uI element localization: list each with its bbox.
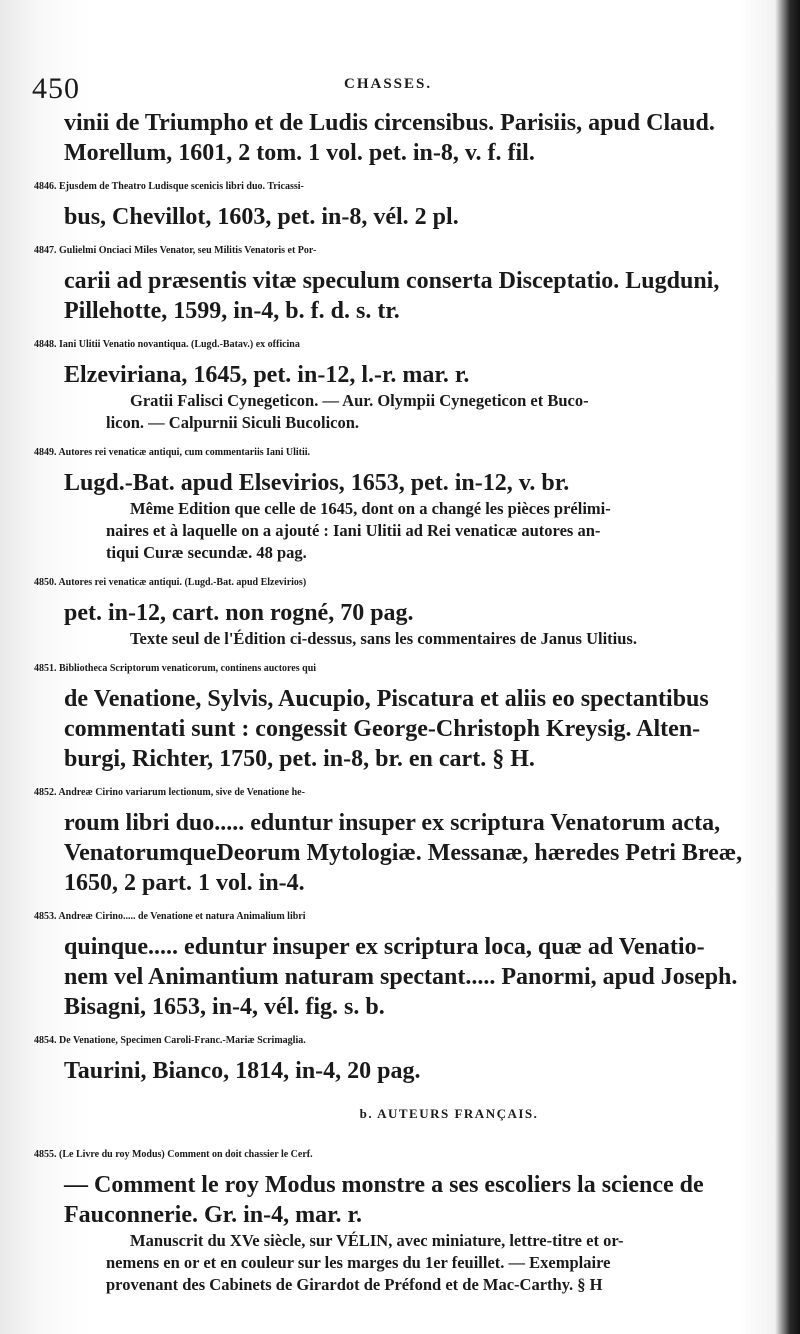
- catalogue-entries: [34, 108, 770, 1296]
- entry-line: VenatorumqueDeorum Mytologiæ. Messanæ, hæredes Petri Breæ,: [64, 840, 743, 866]
- entry-first-line: 4846. Ejusdem de Theatro Ludisque scenicis libri duo. Tricassi-: [34, 181, 304, 192]
- entry-note-line: tiqui Curæ secundæ. 48 pag.: [106, 543, 307, 562]
- entry-line: — Comment le roy Modus monstre a ses escoliers la science de: [64, 1172, 704, 1198]
- entry-note-line: Manuscrit du XVe siècle, sur VÉLIN, avec miniature, lettre-titre et or-: [130, 1231, 624, 1250]
- entry-note-line: licon. — Calpurnii Siculi Bucolicon.: [106, 413, 360, 432]
- entry-first-line: 4855. (Le Livre du roy Modus) Comment on doit chassier le Cerf.: [34, 1149, 313, 1160]
- entry-note-line: nemens en or et en couleur sur les marges du 1er feuillet. — Exemplaire: [106, 1253, 611, 1272]
- entry-line: 1650, 2 part. 1 vol. in-4.: [64, 870, 305, 896]
- entry-note-line: Gratii Falisci Cynegeticon. — Aur. Olympii Cynegeticon et Buco-: [130, 391, 589, 410]
- entry-first-line: 4849. Autores rei venaticæ antiqui, cum commentariis Iani Ulitii.: [34, 447, 311, 458]
- entry-first-line: 4848. Iani Ulitii Venatio novantiqua. (Lugd.-Batav.) ex officina: [34, 339, 300, 350]
- entry-first-line: 4852. Andreæ Cirino variarum lectionum, sive de Venatione he-: [34, 787, 305, 798]
- entry-first-line: 4850. Autores rei venaticæ antiqui. (Lugd.-Bat. apud Elzevirios): [34, 577, 307, 588]
- entry-line: Lugd.-Bat. apud Elsevirios, 1653, pet. in-12, v. br.: [64, 470, 570, 496]
- entry-note-line: naires et à laquelle on a ajouté : Iani Ulitii ad Rei venaticæ autores an-: [106, 521, 601, 540]
- entry-line: Taurini, Bianco, 1814, in-4, 20 pag.: [64, 1058, 421, 1084]
- entry-line: Pillehotte, 1599, in-4, b. f. d. s. tr.: [64, 298, 400, 324]
- entry-line: de Venatione, Sylvis, Aucupio, Piscatura et aliis eo spectantibus: [64, 686, 709, 712]
- entry-line: quinque..... eduntur insuper ex scriptura loca, quæ ad Venatio-: [64, 934, 705, 960]
- entry-line: roum libri duo..... eduntur insuper ex scriptura Venatorum acta,: [64, 810, 721, 836]
- entry-note-line: provenant des Cabinets de Girardot de Préfond et de Mac-Carthy. § H: [106, 1275, 603, 1294]
- entry-line: bus, Chevillot, 1603, pet. in-8, vél. 2 pl.: [64, 204, 459, 230]
- entry-first-line: 4851. Bibliotheca Scriptorum venaticorum, continens auctores qui: [34, 663, 317, 674]
- entry-first-line: 4854. De Venatione, Specimen Caroli-Franc.-Mariæ Scrimaglia.: [34, 1035, 306, 1046]
- entry-line: carii ad præsentis vitæ speculum conserta Disceptatio. Lugduni,: [64, 268, 720, 294]
- section-subheading: b. AUTEURS FRANÇAIS.: [359, 1106, 539, 1121]
- running-head: CHASSES.: [344, 76, 433, 92]
- entry-first-line: 4847. Gulielmi Onciaci Miles Venator, seu Militis Venatoris et Por-: [34, 245, 317, 256]
- entry-line: nem vel Animantium naturam spectant..... Panormi, apud Joseph.: [64, 964, 738, 990]
- entry-first-line: 4853. Andreæ Cirino..... de Venatione et natura Animalium libri: [34, 911, 306, 922]
- entry-line: Fauconnerie. Gr. in-4, mar. r.: [64, 1202, 362, 1228]
- page-number: 450: [32, 72, 80, 105]
- entry-note-line: Texte seul de l'Édition ci-dessus, sans les commentaires de Janus Ulitius.: [130, 629, 637, 648]
- entry-line: Elzeviriana, 1645, pet. in-12, l.-r. mar. r.: [64, 362, 470, 388]
- entry-line: burgi, Richter, 1750, pet. in-8, br. en cart. § H.: [64, 746, 535, 772]
- entry-line: commentati sunt : congessit George-Christoph Kreysig. Alten-: [64, 716, 701, 742]
- entry-line: vinii de Triumpho et de Ludis circensibus. Parisiis, apud Claud.: [64, 110, 715, 136]
- entry-line: Morellum, 1601, 2 tom. 1 vol. pet. in-8, v. f. fil.: [64, 140, 535, 166]
- entry-line: pet. in-12, cart. non rogné, 70 pag.: [64, 600, 414, 626]
- entry-line: Bisagni, 1653, in-4, vél. fig. s. b.: [64, 994, 385, 1020]
- entry-note-line: Même Edition que celle de 1645, dont on a changé les pièces prélimi-: [130, 499, 611, 518]
